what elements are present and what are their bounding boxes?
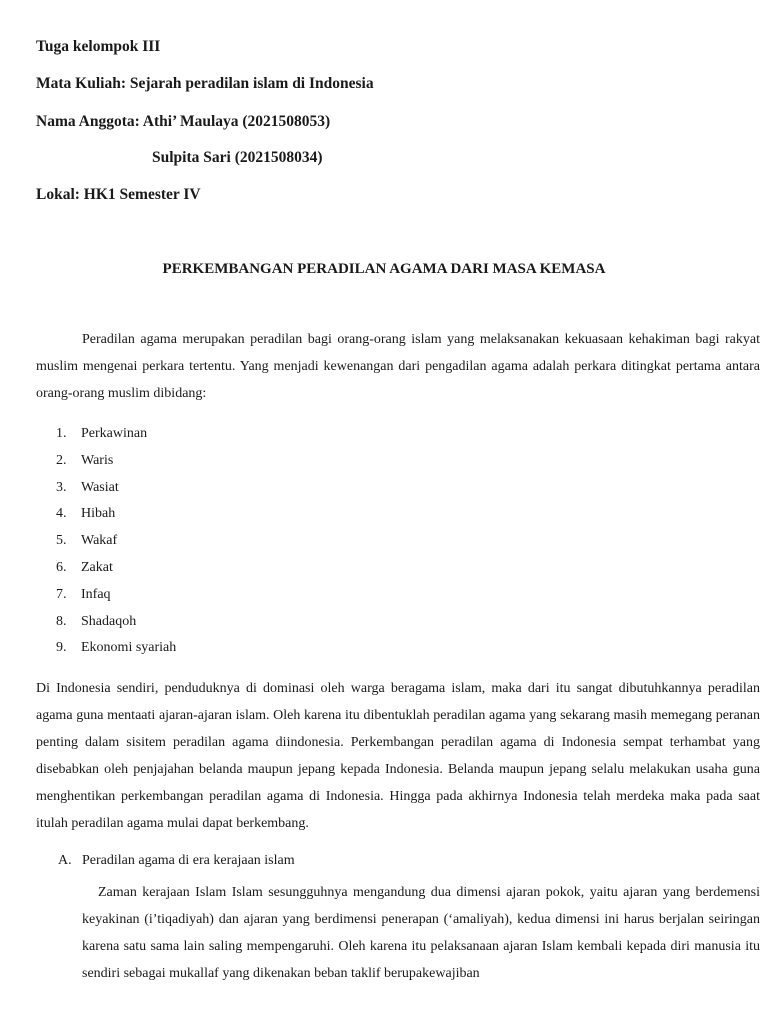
list-item: 1. Perkawinan (56, 426, 148, 441)
intro-paragraph: Peradilan agama merupakan peradilan bagi orang-orang islam yang melaksanakan kekuasaan kehakiman bagi rakyat muslim mengenai perkara tertentu. Yang menjadi kewenangan dari pengadilan agama adalah perkara ditingkat pertama antara orang-orang muslim dibidang: (36, 332, 760, 401)
list-item: 7. Infaq (56, 586, 111, 602)
jurisdiction-list (56, 421, 176, 662)
list-item: 5. Wakaf (56, 533, 118, 549)
list-item: 3. Wasiat (56, 479, 119, 495)
list-item: 9. Ekonomi syariah (56, 640, 177, 656)
list-item: 2. Waris (56, 452, 114, 468)
section-heading-a: A. Peradilan agama di era kerajaan islam (58, 853, 295, 868)
list-item: 6. Zakat (56, 559, 113, 575)
document-title: PERKEMBANGAN PERADILAN AGAMA DARI MASA KEMASA (162, 261, 606, 277)
class-label: Lokal: HK1 Semester IV (36, 186, 201, 203)
assignment-label: Tuga kelompok III (36, 38, 161, 55)
kingdom-era-paragraph: Zaman kerajaan Islam Islam sesungguhnya mengandung dua dimensi ajaran pokok, yaitu ajaran yang berdemensi keyakinan (i’tiqadiyah) dan ajaran yang berdimensi penerapan (‘amaliyah), kedua dimensi ini harus berjalan seiringan karena satu sama lain saling mempengaruhi. Oleh karena itu pelaksanaan ajaran Islam kembali kepada diri manusia itu sendiri sebagai mukallaf yang dikenakan beban taklif berupakewajiban (82, 885, 760, 981)
indonesia-paragraph: Di Indonesia sendiri, penduduknya di dominasi oleh warga beragama islam, maka dari itu sangat dibutuhkannya peradilan agama guna mentaati ajaran-ajaran islam. Oleh karena itu dibentuklah peradilan agama yang sekarang masih memegang peranan penting dalam sisitem peradilan agama diindonesia. Perkembangan peradilan agama di Indonesia sempat terhambat yang disebabkan oleh penjajahan belanda maupun jepang kepada Indonesia. Belanda maupun jepang selalu melakukan usaha guna menghentikan perkembangan peradilan agama di Indonesia. Hingga pada akhirnya Indonesia telah merdeka maka pada saat itulah peradilan agama mulai dapat berkembang. (36, 681, 760, 831)
member-2-label: Sulpita Sari (2021508034) (152, 149, 323, 166)
list-item: 8. Shadaqoh (56, 613, 137, 629)
list-item: 4. Hibah (56, 506, 116, 522)
course-label: Mata Kuliah: Sejarah peradilan islam di Indonesia (36, 75, 374, 92)
members-label: Nama Anggota: Athi’ Maulaya (2021508053) (36, 113, 331, 130)
